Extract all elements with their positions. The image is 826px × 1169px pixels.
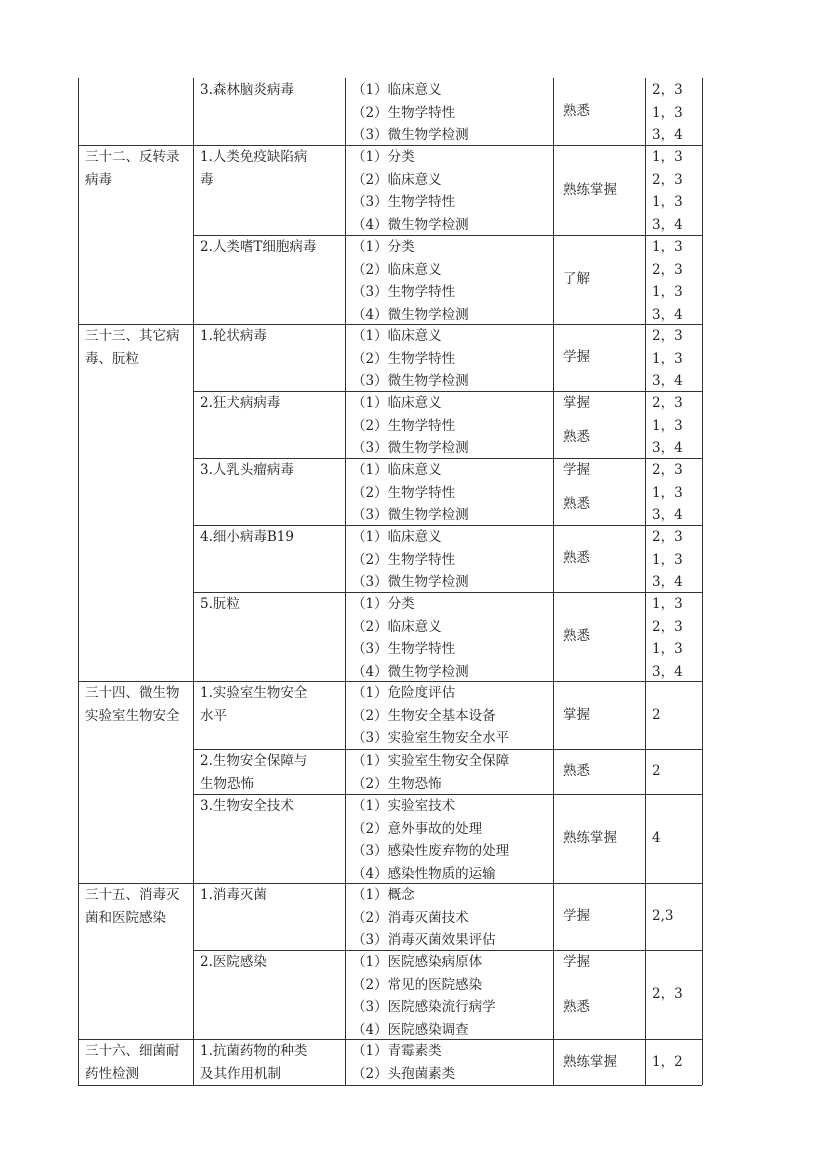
section-title: 三十四、微生物实验室生物安全 <box>85 685 180 724</box>
exam-unit: 1，3 <box>652 551 683 568</box>
requirement-level: 了解 <box>563 271 590 288</box>
requirement-level: 熟悉 <box>563 998 590 1015</box>
content-item: （3）微生物学检测 <box>352 373 469 389</box>
exam-unit: 2，3 <box>652 261 683 278</box>
content-item: （1）分类 <box>352 239 415 255</box>
table-rule <box>78 1085 702 1086</box>
content-item: （2）生物恐怖 <box>352 775 442 792</box>
content-item: （2）临床意义 <box>352 261 442 278</box>
topic-title: 1.人类免疫缺陷病 <box>200 149 308 165</box>
content-item: （2）生物学特性 <box>352 484 456 501</box>
requirement-level: 熟悉 <box>563 428 590 445</box>
content-item: （2）临床意义 <box>352 618 442 635</box>
exam-unit: 1，3 <box>652 417 683 434</box>
content-item: （1）概念 <box>352 887 415 903</box>
exam-unit: 1，3 <box>652 484 683 501</box>
content-item: （3）微生物学检测 <box>352 440 469 456</box>
content-item: （2）生物学特性 <box>352 350 456 367</box>
content-item: （4）微生物学检测 <box>352 306 469 323</box>
exam-unit: 2，3 <box>652 618 683 635</box>
topic-title: 生物恐怖 <box>200 775 254 792</box>
topic-title: 及其作用机制 <box>200 1065 281 1082</box>
section-title: 三十二、反转录病毒 <box>85 149 180 188</box>
requirement-level: 熟练掌握 <box>563 181 617 198</box>
requirement-level: 熟悉 <box>563 550 590 567</box>
exam-unit: 1，3 <box>652 149 683 165</box>
exam-unit: 2 <box>652 706 661 723</box>
content-item: （1）分类 <box>352 596 415 612</box>
requirement-level: 熟悉 <box>563 628 590 645</box>
exam-unit: 1，3 <box>652 596 683 612</box>
topic-title: 毒 <box>200 171 214 188</box>
exam-unit: 2，3 <box>652 529 683 545</box>
content-item: （2）生物学特性 <box>352 104 456 121</box>
exam-unit: 1，3 <box>652 194 683 210</box>
content-item: （3）医院感染流行病学 <box>352 999 496 1015</box>
exam-unit: 1，2 <box>652 1053 683 1070</box>
exam-unit: 3，4 <box>652 306 683 323</box>
exam-unit: 2 <box>652 763 661 780</box>
content-item: （1）临床意义 <box>352 462 442 478</box>
topic-title: 2.狂犬病病毒 <box>200 395 281 411</box>
content-item: （2）生物安全基本设备 <box>352 707 496 724</box>
requirement-level: 掌握 <box>563 395 590 411</box>
requirement-level: 掌握 <box>563 706 590 723</box>
exam-unit: 3，4 <box>652 440 683 456</box>
requirement-level: 熟练掌握 <box>563 1053 617 1070</box>
topic-title: 3.森林脑炎病毒 <box>200 82 294 98</box>
content-item: （1）危险度评估 <box>352 685 456 701</box>
exam-unit: 2，3 <box>652 462 683 478</box>
exam-unit: 3，4 <box>652 127 683 143</box>
section-title: 三十五、消毒灭菌和医院感染 <box>85 887 180 926</box>
content-item: （3）实验室生物安全水平 <box>352 730 510 746</box>
section-title: 三十三、其它病毒、朊粒 <box>85 328 180 367</box>
content-item: （1）实验室生物安全保障 <box>352 753 510 769</box>
exam-unit: 3，4 <box>652 373 683 389</box>
content-item: （3）微生物学检测 <box>352 574 469 590</box>
exam-unit: 3，4 <box>652 574 683 590</box>
topic-title: 2.医院感染 <box>200 954 267 970</box>
exam-unit: 1，3 <box>652 239 683 255</box>
exam-unit: 1，3 <box>652 641 683 657</box>
content-item: （3）生物学特性 <box>352 194 456 210</box>
exam-unit: 4 <box>652 830 661 847</box>
content-item: （1）临床意义 <box>352 529 442 545</box>
table-rule <box>553 78 554 1085</box>
topic-title: 4.细小病毒B19 <box>200 529 294 545</box>
content-item: （2）头孢菌素类 <box>352 1065 456 1082</box>
content-item: （1）临床意义 <box>352 328 442 344</box>
exam-unit: 2，3 <box>652 328 683 344</box>
content-item: （3）生物学特性 <box>352 641 456 657</box>
exam-unit: 2,3 <box>652 908 674 925</box>
exam-unit: 2，3 <box>652 986 683 1003</box>
content-item: （2）常见的医院感染 <box>352 976 483 993</box>
topic-title: 5.朊粒 <box>200 596 240 612</box>
content-item: （3）感染性废弃物的处理 <box>352 843 510 859</box>
requirement-level: 熟悉 <box>563 763 590 780</box>
requirement-level: 熟练掌握 <box>563 830 617 847</box>
content-item: （4）感染性物质的运输 <box>352 865 496 882</box>
content-item: （1）临床意义 <box>352 395 442 411</box>
content-item: （2）生物学特性 <box>352 417 456 434</box>
table-rule <box>193 78 194 1085</box>
topic-title: 1.消毒灭菌 <box>200 887 267 903</box>
table-rule <box>645 78 646 1085</box>
topic-title: 3.生物安全技术 <box>200 798 294 814</box>
content-item: （1）实验室技术 <box>352 798 456 814</box>
content-item: （1）青霉素类 <box>352 1043 442 1059</box>
exam-unit: 1，3 <box>652 104 683 121</box>
exam-unit: 1，3 <box>652 350 683 367</box>
topic-title: 2.人类嗜T细胞病毒 <box>200 239 317 255</box>
topic-title: 1.实验室生物安全 <box>200 685 308 701</box>
content-item: （2）临床意义 <box>352 171 442 188</box>
requirement-level: 熟悉 <box>563 103 590 120</box>
requirement-level: 学握 <box>563 349 590 366</box>
requirement-level: 学握 <box>563 908 590 925</box>
content-item: （3）生物学特性 <box>352 284 456 300</box>
requirement-level: 熟悉 <box>563 495 590 512</box>
section-title: 三十六、细菌耐药性检测 <box>85 1043 180 1082</box>
content-item: （2）意外事故的处理 <box>352 820 483 837</box>
exam-unit: 3，4 <box>652 507 683 523</box>
exam-unit: 3，4 <box>652 663 683 680</box>
content-item: （1）分类 <box>352 149 415 165</box>
content-item: （3）微生物学检测 <box>352 507 469 523</box>
exam-unit: 1，3 <box>652 284 683 300</box>
exam-unit: 2，3 <box>652 82 683 98</box>
topic-title: 2.生物安全保障与 <box>200 753 308 769</box>
content-item: （2）生物学特性 <box>352 551 456 568</box>
requirement-level: 学握 <box>563 462 590 478</box>
topic-title: 3.人乳头瘤病毒 <box>200 462 294 478</box>
exam-unit: 3，4 <box>652 216 683 233</box>
content-item: （1）医院感染病原体 <box>352 954 483 970</box>
exam-unit: 2，3 <box>652 171 683 188</box>
content-item: （3）消毒灭菌效果评估 <box>352 932 496 948</box>
content-item: （3）微生物学检测 <box>352 127 469 143</box>
content-item: （4）微生物学检测 <box>352 663 469 680</box>
content-item: （4）医院感染调查 <box>352 1021 469 1038</box>
topic-title: 1.轮状病毒 <box>200 328 267 344</box>
topic-title: 1.抗菌药物的种类 <box>200 1043 308 1059</box>
topic-title: 水平 <box>200 707 227 724</box>
content-item: （4）微生物学检测 <box>352 216 469 233</box>
table-rule <box>78 78 79 1085</box>
exam-unit: 2，3 <box>652 395 683 411</box>
requirement-level: 学握 <box>563 954 590 970</box>
table-rule <box>702 78 703 1085</box>
content-item: （1）临床意义 <box>352 82 442 98</box>
table-rule <box>345 78 346 1085</box>
content-item: （2）消毒灭菌技术 <box>352 909 469 926</box>
